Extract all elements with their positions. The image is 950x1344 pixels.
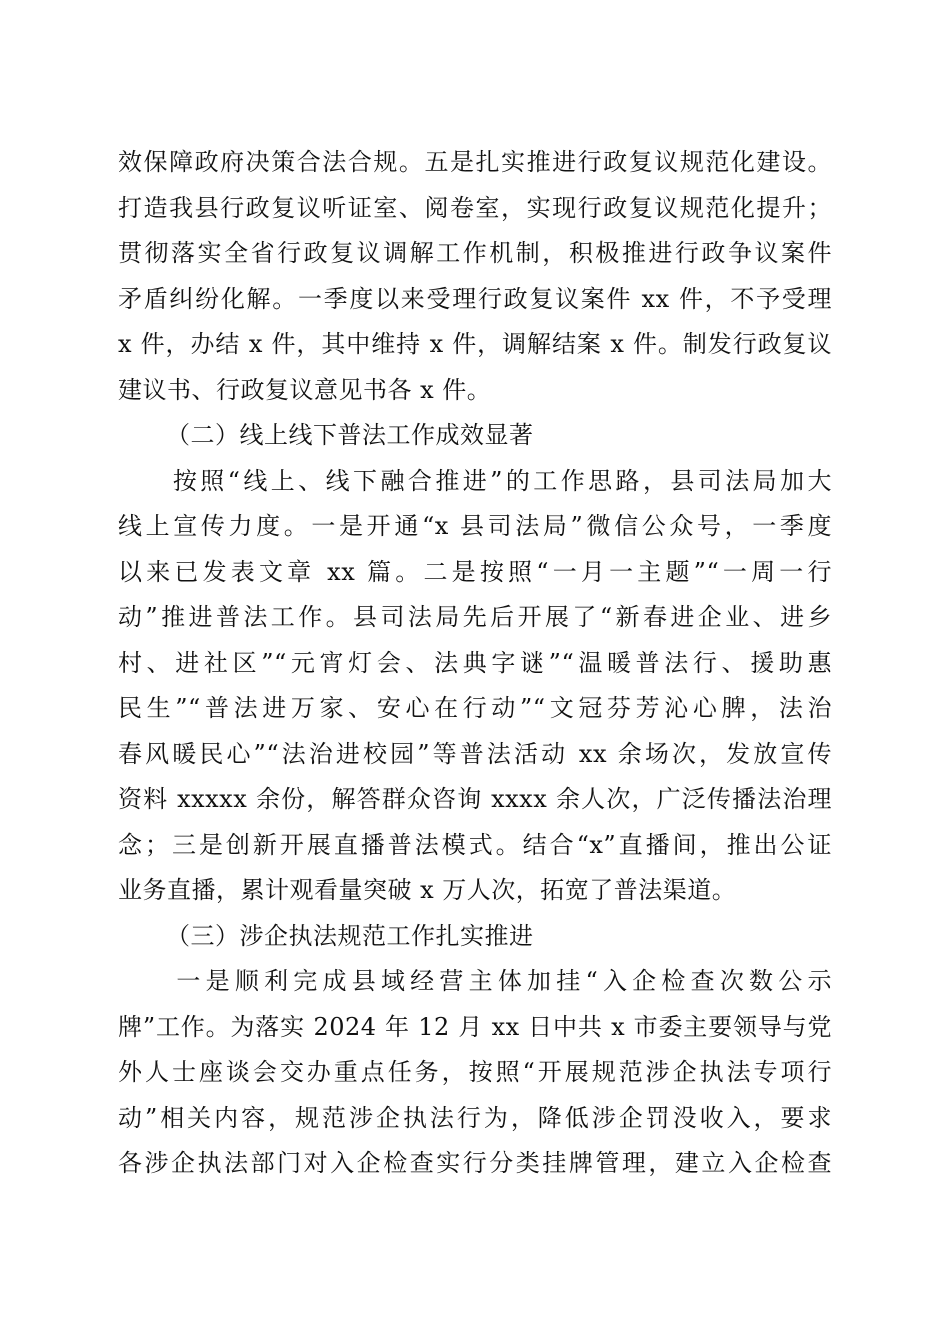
paragraph-line: 资料 xxxxx 余份，解答群众咨询 xxxx 余人次，广泛传播法治理: [118, 785, 832, 813]
paragraph-line: 以来已发表文章 xx 篇。二是按照“一月一主题”“一周一行: [118, 557, 832, 586]
paragraph-line: 牌”工作。为落实 2024 年 12 月 xx 日中共 x 市委主要领导与党: [118, 1012, 832, 1041]
paragraph-line: 打造我县行政复议听证室、阅卷室，实现行政复议规范化提升；: [118, 193, 832, 222]
paragraph-line: 建议书、行政复议意见书各 x 件。: [118, 375, 492, 404]
paragraph-line: 动”相关内容，规范涉企执法行为，降低涉企罚没收入，要求: [118, 1103, 832, 1132]
paragraph-line: 线上宣传力度。一是开通“x 县司法局”微信公众号，一季度: [118, 512, 832, 540]
paragraph-line: 贯彻落实全省行政复议调解工作机制，积极推进行政争议案件: [118, 239, 832, 267]
paragraph-line: x 件，办结 x 件，其中维持 x 件，调解结案 x 件。制发行政复议: [118, 330, 832, 358]
paragraph-line: 效保障政府决策合法合规。五是扎实推进行政复议规范化建设。: [118, 148, 832, 176]
paragraph-line: 念；三是创新开展直播普法模式。结合“x”直播间，推出公证: [118, 830, 832, 859]
paragraph-line: 春风暖民心”“法治进校园”等普法活动 xx 余场次，发放宣传: [118, 739, 832, 768]
paragraph-line: 按照“线上、线下融合推进”的工作思路，县司法局加大: [118, 466, 832, 495]
paragraph-line: 一是顺利完成县域经营主体加挂“入企检查次数公示: [118, 967, 832, 995]
paragraph-line: 村、进社区”“元宵灯会、法典字谜”“温暖普法行、援助惠: [118, 648, 832, 677]
paragraph-line: 民生”“普法进万家、安心在行动”“文冠芬芳沁心脾，法治: [118, 694, 832, 722]
paragraph-line: 矛盾纠纷化解。一季度以来受理行政复议案件 xx 件，不予受理: [118, 284, 832, 313]
paragraph-line: 业务直播，累计观看量突破 x 万人次，拓宽了普法渠道。: [118, 876, 737, 904]
paragraph-line: 外人士座谈会交办重点任务，按照“开展规范涉企执法专项行: [118, 1058, 832, 1086]
section-heading: （二）线上线下普法工作成效显著: [166, 421, 534, 449]
paragraph-line: 动”推进普法工作。县司法局先后开展了“新春进企业、进乡: [118, 603, 832, 631]
document-body: [118, 140, 832, 1187]
section-heading: （三）涉企执法规范工作扎实推进: [166, 921, 534, 950]
paragraph-line: 各涉企执法部门对入企检查实行分类挂牌管理，建立入企检查: [118, 1149, 832, 1177]
